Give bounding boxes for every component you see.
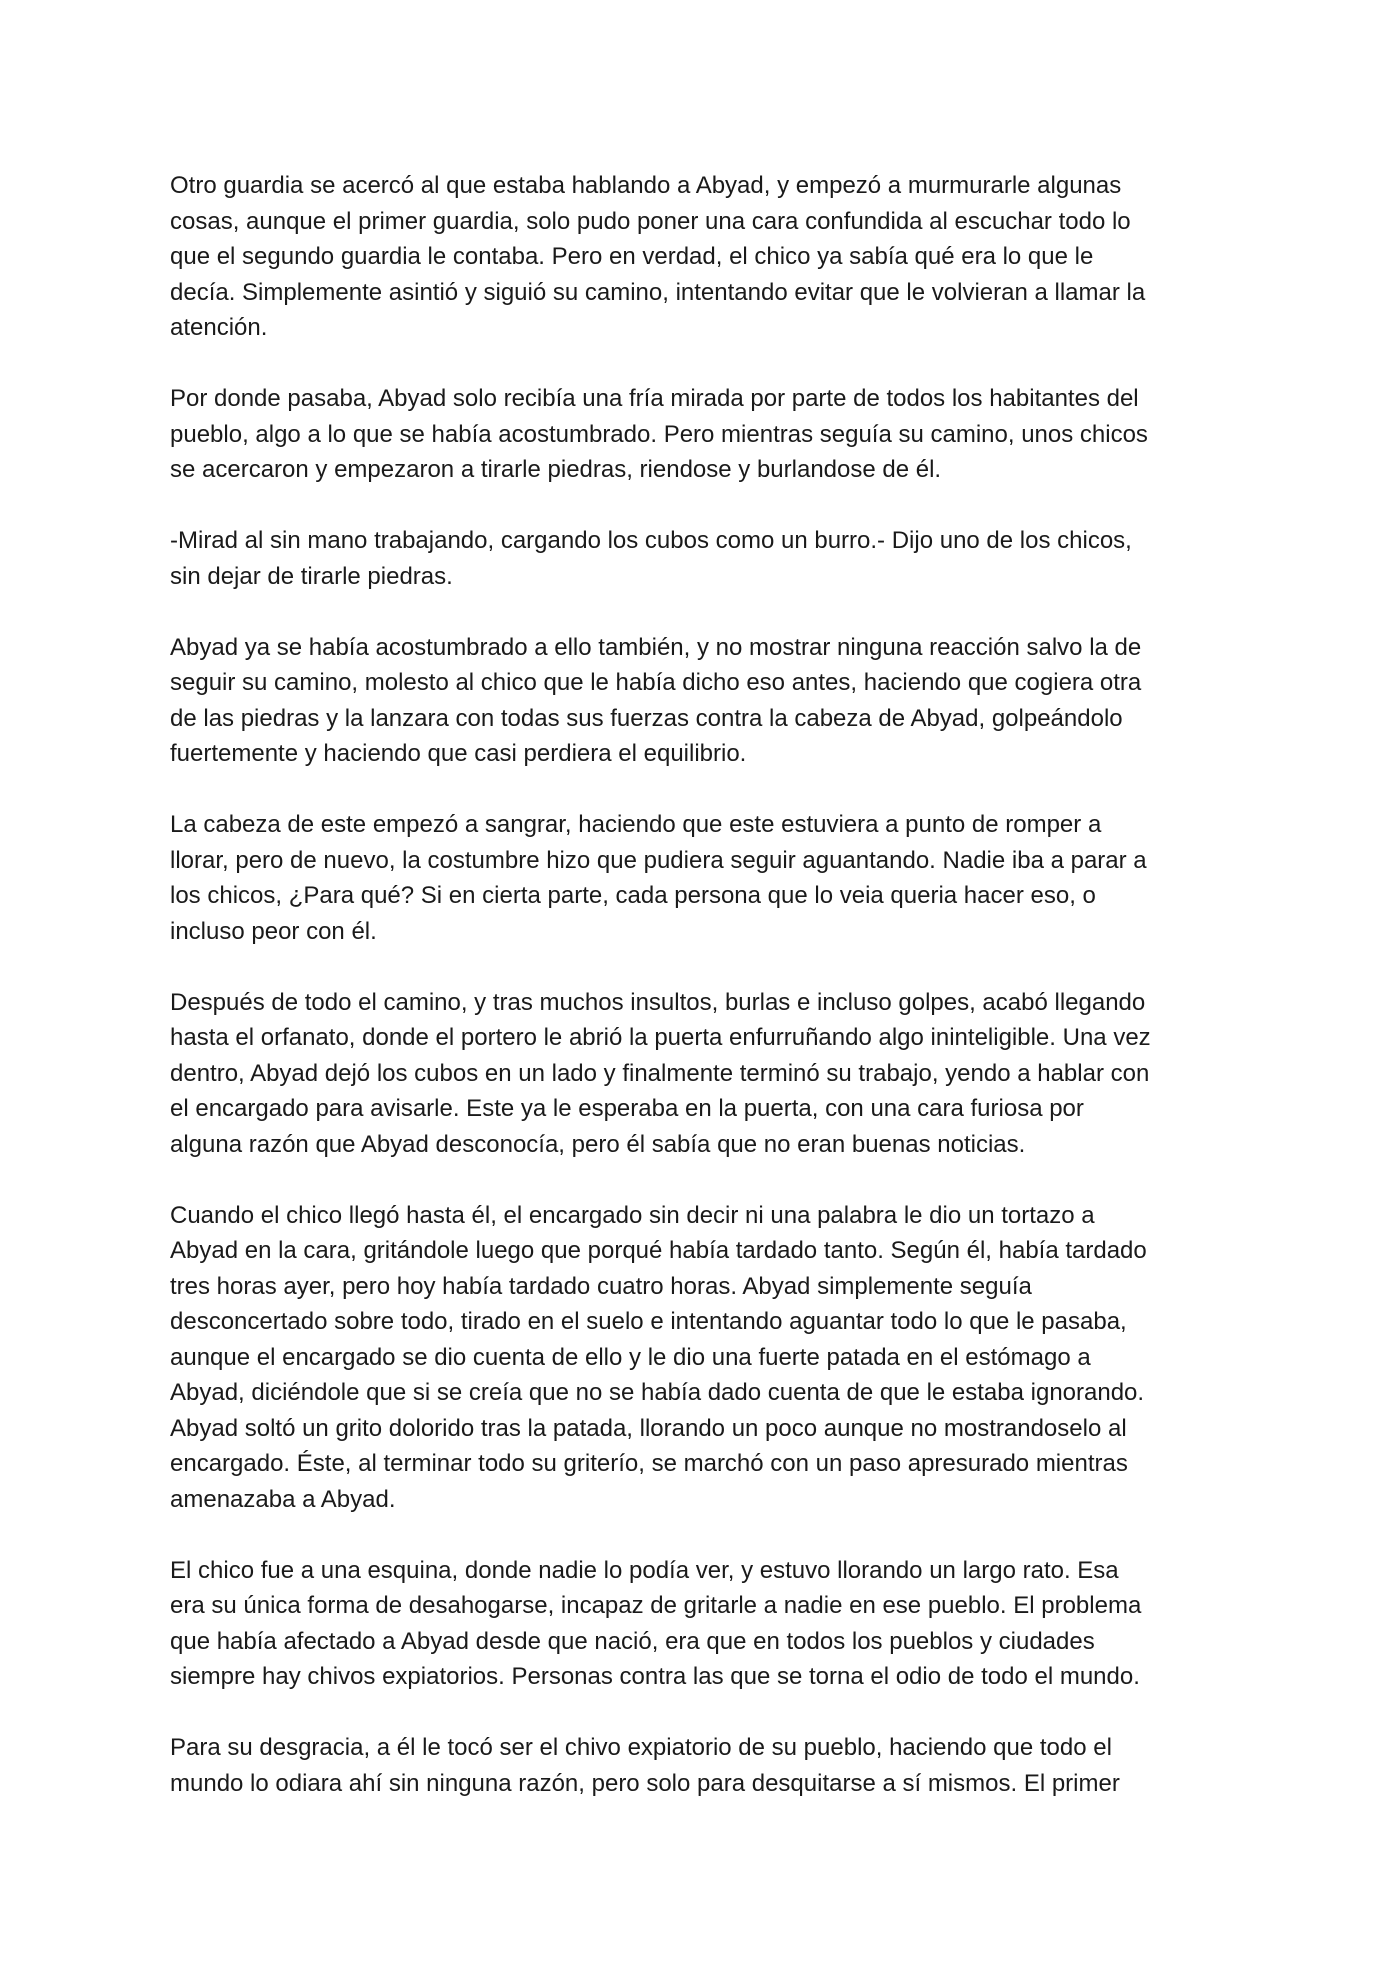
text-line: -Mirad al sin mano trabajando, cargando los cubos como un burro.- Dijo uno de los chicos, — [170, 527, 1132, 554]
text-line: aunque el encargado se dio cuenta de ello y le dio una fuerte patada en el estómago a — [170, 1343, 1091, 1371]
text-line: pueblo, algo a lo que se había acostumbrado. Pero mientras seguía su camino, unos chicos — [170, 420, 1148, 448]
text-line: El chico fue a una esquina, donde nadie lo podía ver, y estuvo llorando un largo rato. Esa — [170, 1556, 1119, 1584]
text-line: que el segundo guardia le contaba. Pero en verdad, el chico ya sabía qué era lo que le — [170, 243, 1094, 270]
text-line: Después de todo el camino, y tras muchos insultos, burlas e incluso golpes, acabó llegando — [170, 988, 1146, 1016]
text-line: decía. Simplemente asintió y siguió su camino, intentando evitar que le volvieran a llamar la — [170, 278, 1146, 306]
paragraph-9 — [170, 1730, 1232, 1801]
text-line: dentro, Abyad dejó los cubos en un lado y finalmente terminó su trabajo, yendo a hablar con — [170, 1059, 1150, 1087]
text-line: tres horas ayer, pero hoy había tardado cuatro horas. Abyad simplemente seguía — [170, 1272, 1032, 1300]
text-line: el encargado para avisarle. Este ya le esperaba en la puerta, con una cara furiosa por — [170, 1095, 1084, 1122]
text-line: siempre hay chivos expiatorios. Personas contra las que se torna el odio de todo el mundo. — [170, 1663, 1140, 1690]
paragraph-2 — [170, 381, 1232, 488]
text-line: Cuando el chico llegó hasta él, el encargado sin decir ni una palabra le dio un tortazo a — [170, 1201, 1095, 1229]
paragraph-5 — [170, 807, 1232, 949]
paragraph-1 — [170, 168, 1232, 346]
text-line: desconcertado sobre todo, tirado en el suelo e intentando aguantar todo lo que le pasaba, — [170, 1308, 1127, 1335]
text-line: llorar, pero de nuevo, la costumbre hizo que pudiera seguir aguantando. Nadie iba a parar a — [170, 846, 1147, 874]
text-line: Por donde pasaba, Abyad solo recibía una fría mirada por parte de todos los habitantes del — [170, 385, 1139, 412]
document-body — [170, 168, 1232, 1801]
paragraph-6 — [170, 985, 1232, 1163]
text-line: Abyad soltó un grito dolorido tras la patada, llorando un poco aunque no mostrandoselo al — [170, 1414, 1127, 1442]
paragraph-8 — [170, 1553, 1232, 1695]
text-line: los chicos, ¿Para qué? Si en cierta parte, cada persona que lo veia queria hacer eso, o — [170, 882, 1096, 909]
text-line: incluso peor con él. — [170, 917, 377, 945]
text-line: de las piedras y la lanzara con todas sus fuerzas contra la cabeza de Abyad, golpeándolo — [170, 704, 1123, 732]
text-line: amenazaba a Abyad. — [170, 1485, 396, 1513]
text-line: La cabeza de este empezó a sangrar, haciendo que este estuviera a punto de romper a — [170, 811, 1102, 838]
paragraph-4 — [170, 630, 1232, 772]
text-line: era su única forma de desahogarse, incapaz de gritarle a nadie en ese pueblo. El problema — [170, 1592, 1142, 1619]
text-line: Abyad ya se había acostumbrado a ello también, y no mostrar ninguna reacción salvo la de — [170, 633, 1142, 661]
text-line: mundo lo odiara ahí sin ninguna razón, pero solo para desquitarse a sí mismos. El primer — [170, 1769, 1120, 1797]
text-line: hasta el orfanato, donde el portero le abrió la puerta enfurruñando algo ininteligible. Una vez — [170, 1024, 1151, 1051]
paragraph-7 — [170, 1198, 1232, 1518]
text-line: Otro guardia se acercó al que estaba hablando a Abyad, y empezó a murmurarle algunas — [170, 172, 1122, 199]
text-line: se acercaron y empezaron a tirarle piedras, riendose y burlandose de él. — [170, 456, 942, 483]
text-line: fuertemente y haciendo que casi perdiera el equilibrio. — [170, 740, 747, 767]
text-line: Abyad, diciéndole que si se creía que no se había dado cuenta de que le estaba ignorando. — [170, 1379, 1145, 1406]
text-line: Para su desgracia, a él le tocó ser el chivo expiatorio de su pueblo, haciendo que todo el — [170, 1734, 1112, 1761]
text-line: atención. — [170, 314, 268, 341]
paragraph-3 — [170, 523, 1232, 594]
text-line: alguna razón que Abyad desconocía, pero él sabía que no eran buenas noticias. — [170, 1130, 1026, 1158]
text-line: sin dejar de tirarle piedras. — [170, 562, 453, 590]
text-line: encargado. Éste, al terminar todo su griterío, se marchó con un paso apresurado mientras — [170, 1450, 1128, 1477]
text-line: seguir su camino, molesto al chico que le había dicho eso antes, haciendo que cogiera otra — [170, 669, 1142, 696]
text-line: Abyad en la cara, gritándole luego que porqué había tardado tanto. Según él, había tardado — [170, 1237, 1147, 1264]
text-line: cosas, aunque el primer guardia, solo pudo poner una cara confundida al escuchar todo lo — [170, 207, 1131, 235]
text-line: que había afectado a Abyad desde que nació, era que en todos los pueblos y ciudades — [170, 1627, 1095, 1655]
